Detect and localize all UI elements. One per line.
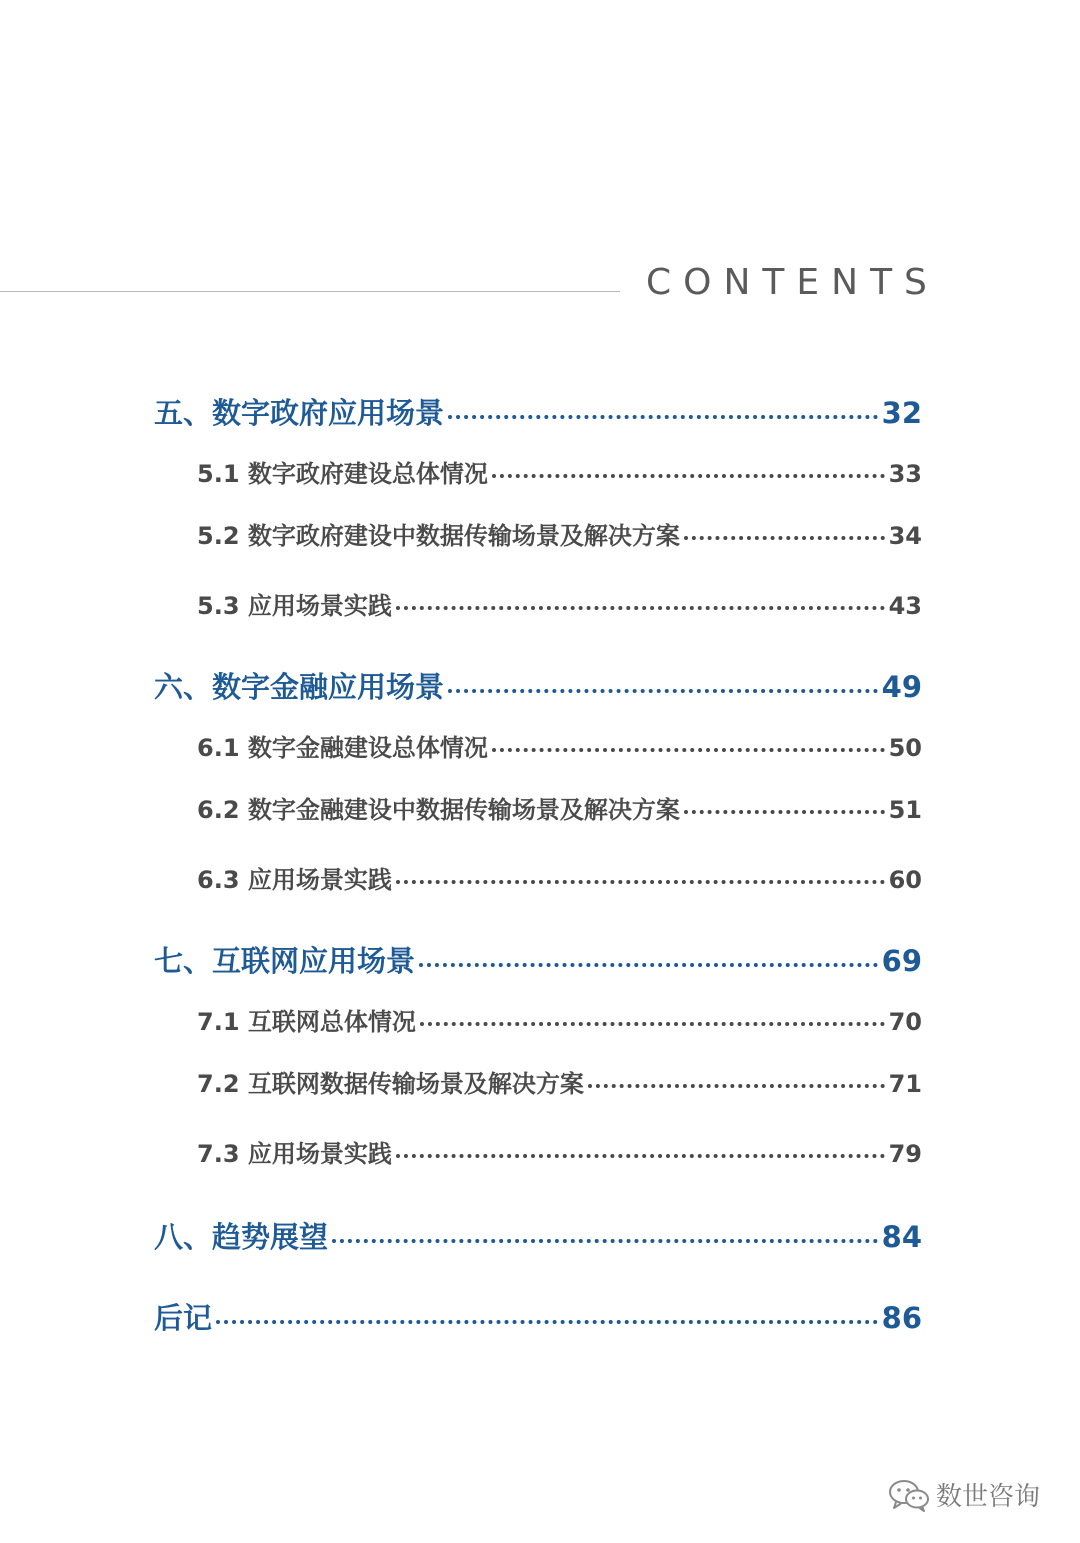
dot-leader xyxy=(396,606,885,610)
toc-entry-label: 后记 xyxy=(154,1301,213,1335)
toc-page-number: 70 xyxy=(888,1008,922,1036)
toc-entry-label: 7.2 互联网数据传输场景及解决方案 xyxy=(197,1070,584,1098)
dot-leader xyxy=(396,880,885,884)
toc-page-number: 34 xyxy=(888,522,922,550)
toc-entry-label: 5.1 数字政府建设总体情况 xyxy=(197,460,488,488)
toc-entry-section-5-3[interactable] xyxy=(197,586,922,621)
dot-leader xyxy=(492,748,885,752)
toc-entry-section-6-1[interactable] xyxy=(197,728,922,763)
dot-leader xyxy=(588,1084,885,1088)
toc-page-number: 79 xyxy=(888,1140,922,1168)
toc-entry-label: 7.1 互联网总体情况 xyxy=(197,1008,416,1036)
toc-entry-label: 6.2 数字金融建设中数据传输场景及解决方案 xyxy=(197,796,680,824)
toc-page-number: 69 xyxy=(881,944,922,978)
toc-page-number: 50 xyxy=(888,734,922,762)
toc-entry-section-7-1[interactable] xyxy=(197,1002,922,1037)
header-divider xyxy=(0,291,620,292)
dot-leader xyxy=(396,1154,885,1158)
toc-entry-chapter-5[interactable] xyxy=(154,391,922,432)
toc-entry-section-7-2[interactable] xyxy=(197,1064,922,1099)
toc-entry-label: 七、互联网应用场景 xyxy=(154,944,416,978)
toc-entry-section-6-3[interactable] xyxy=(197,860,922,895)
toc-entry-section-6-2[interactable] xyxy=(197,790,922,825)
toc-page-number: 84 xyxy=(881,1220,922,1254)
toc-entry-chapter-6[interactable] xyxy=(154,665,922,706)
dot-leader xyxy=(684,810,885,814)
toc-entry-label: 五、数字政府应用场景 xyxy=(154,396,445,430)
toc-entry-label: 八、趋势展望 xyxy=(154,1220,329,1254)
toc-page-number: 86 xyxy=(881,1301,922,1335)
page-title: CONTENTS xyxy=(646,262,939,303)
toc-page-number: 33 xyxy=(888,460,922,488)
toc-page-number: 32 xyxy=(881,396,922,430)
toc-entry-label: 6.3 应用场景实践 xyxy=(197,866,392,894)
toc-page-number: 60 xyxy=(888,866,922,894)
toc-entry-section-7-3[interactable] xyxy=(197,1134,922,1169)
dot-leader xyxy=(332,1239,878,1243)
toc-page-number: 49 xyxy=(881,670,922,704)
toc-page-number: 43 xyxy=(888,592,922,620)
toc-entry-chapter-8[interactable] xyxy=(154,1215,922,1256)
dot-leader xyxy=(419,963,878,967)
toc-entry-afterword[interactable] xyxy=(154,1296,922,1337)
toc-entry-label: 5.2 数字政府建设中数据传输场景及解决方案 xyxy=(197,522,680,550)
wechat-icon xyxy=(888,1478,930,1512)
dot-leader xyxy=(216,1320,878,1324)
wechat-watermark xyxy=(888,1476,1040,1513)
dot-leader xyxy=(492,474,885,478)
toc-entry-section-5-2[interactable] xyxy=(197,516,922,551)
toc-entry-label: 6.1 数字金融建设总体情况 xyxy=(197,734,488,762)
toc-entry-chapter-7[interactable] xyxy=(154,939,922,980)
dot-leader xyxy=(448,415,878,419)
dot-leader xyxy=(684,536,885,540)
watermark-text: 数世咨询 xyxy=(936,1482,1041,1512)
dot-leader xyxy=(448,689,878,693)
toc-page-number: 51 xyxy=(888,796,922,824)
dot-leader xyxy=(420,1022,885,1026)
toc-entry-section-5-1[interactable] xyxy=(197,454,922,489)
toc-page-number: 71 xyxy=(888,1070,922,1098)
toc-entry-label: 5.3 应用场景实践 xyxy=(197,592,392,620)
toc-entry-label: 六、数字金融应用场景 xyxy=(154,670,445,704)
toc-entry-label: 7.3 应用场景实践 xyxy=(197,1140,392,1168)
